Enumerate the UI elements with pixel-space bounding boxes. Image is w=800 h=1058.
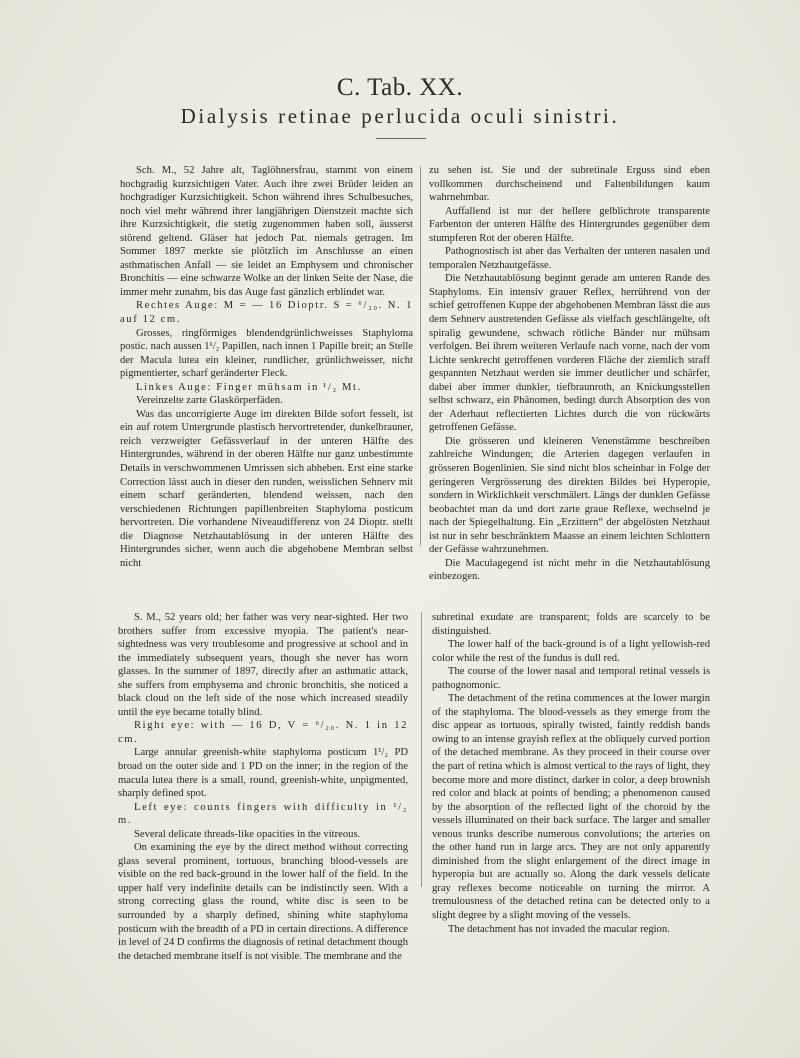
german-column-right xyxy=(429,164,710,584)
paragraph: The detachment has not invaded the macular region. xyxy=(448,923,670,935)
plate-title: C. Tab. XX. xyxy=(336,74,464,101)
paragraph: The course of the lower nasal and temporal retinal vessels is pathognomonic. xyxy=(432,666,710,691)
paragraph: S. M., 52 years old; her father was very near-sighted. Her two brothers suffer from excessive myopia. The patient's near-sightedness was very troublesome and progressive at school and in the immediately subsequent years, though she never has worn glasses. In the summer of 1897, directly after an asthmatic attack, she suffers from emphysema and chronic bronchitis, she noticed a black cloud on the left side of the nose which increased steadily until the eye became totally blind. xyxy=(118,612,408,718)
paragraph: Large annular greenish-white staphyloma posticum 1¹/₂ PD broad on the outer side and 1 PD on the inner; in the region of the macula lutea there is a small, round, greenish-white, unpigmented, sharply defined spot. xyxy=(118,747,408,800)
english-column-left xyxy=(118,611,408,963)
column-divider xyxy=(421,612,422,887)
english-column-right xyxy=(432,611,710,936)
plate-subtitle: Dialysis retinae perlucida oculi sinistri. xyxy=(180,104,620,128)
german-column-left xyxy=(120,164,413,570)
paragraph: Vereinzelte zarte Glaskörperfäden. xyxy=(136,395,283,407)
paragraph: zu sehen ist. Sie und der subretinale Erguss sind eben vollkommen durchscheinend und Faltenbildungen kaum wahrnehmbar. xyxy=(429,165,710,204)
paragraph: Auffallend ist nur der hellere gelblichrote transparente Farbenton der unteren Hälfte des Hintergrundes gegenüber dem stumpferen Rot der oberen Hälfte. xyxy=(429,205,710,244)
paragraph: Die Netzhautablösung beginnt gerade am unteren Rande des Staphyloms. Ein intensiv grauer Reflex, herrührend von der schief getroffenen Kuppe der abgehobenen Membran lässt die aus dem Sehnerv austretenden Gefässe als vielfach geschlängelte, oft spiralig gewundene, schwach rötliche Bänder nur mühsam verfolgen. Bei ihrem weiteren Verlaufe nach vorne, nach der vom Lichte senkrecht getroffenen vorderen Fläche der ziemlich straff gespannten Netzhaut werden sie immer deutlicher und schärfer, dabei aber immer dunkler, tiefbraunroth, an Knickungsstellen selbst schwarz, ein Phänomen, bedingt durch Absorption des von der Aderhaut reflectierten Lichtes durch die von rückwärts getroffenen Gefässe. xyxy=(429,273,710,434)
paragraph: Sch. M., 52 Jahre alt, Taglöhnersfrau, stammt von einem hochgradig kurzsichtigen Vater. Auch ihre zwei Brüder leiden an hochgradiger Kurzsichtigkeit. Schon während ihres Schulbesuches, noch viel mehr während ihrer langjährigen Dienstzeit machte sich ihre Kurzsichtigkeit, die stetig zugenommen haben soll, äusserst störend geltend. Gläser hat jedoch Pat. niemals getragen. Im Sommer 1897 merkte sie plötzlich im Anschlusse an einen asthmatischen Anfall — sie leidet an Emphysem und chronischer Bronchitis — eine schwarze Wolke an der linken Seite der Nase, die immer mehr zunahm, bis das Auge fast gänzlich erblindet war. xyxy=(120,165,413,298)
paragraph: On examining the eye by the direct method without correcting glass several prominent, tortuous, branching blood-vessels are visible on the red back-ground in the lower half of the field. In the upper half very indefinite details can be indistinctly seen. With a strong correcting glass the round, white disc is seen to be surrounded by a sharply defined, shining white staphyloma posticum with the breadth of a PD in certain directions. A difference in level of 24 D confirms the diagnosis of retinal detachment though the detached membrane itself is not visible. The membrane and the xyxy=(118,842,408,962)
paragraph: Was das uncorrigierte Auge im direkten Bilde sofort fesselt, ist ein auf rotem Untergrunde plastisch hervortretender, dunkelbrauner, reich verzweigter Gefässverlauf in der unteren Hälfte des Hintergrundes, während in der oberen Hälfte nur ganz unbestimmte Details in verschwommenen Umrissen sich abheben. Erst eine starke Correction lässt auch in dieser den runden, weisslichen Sehnerv mit einem scharf geränderten, blendend weissen, nach den verschiedenen Richtungen papillenbreiten Staphyloma posticum hervortreten. Die vorhandene Niveaudifferenz von 24 Dioptr. stellt die Diagnose Netzhautablösung in der unteren Hälfte des Hintergrundes sicher, wenn auch die abgehobene Membran selbst nicht xyxy=(120,408,413,569)
paragraph-right-eye: Right eye: with — 16 D, V = ⁶/₂₀. N. 1 in 12 cm. xyxy=(118,720,408,745)
paragraph: Pathognostisch ist aber das Verhalten der unteren nasalen und temporalen Netzhautgefässe. xyxy=(429,246,710,271)
title-rule xyxy=(376,138,426,139)
paragraph: Die Maculagegend ist nicht mehr in die Netzhautablösung einbezogen. xyxy=(429,557,710,583)
paragraph-left-eye: Linkes Auge: Finger mühsam in ¹/₂ Mt. xyxy=(136,381,362,393)
paragraph: The lower half of the back-ground is of a light yellowish-red color while the rest of the fundus is dull red. xyxy=(432,639,710,664)
paragraph-right-eye: Rechtes Auge: M = — 16 Dioptr. S = ⁶/₂₀. N. 1 auf 12 cm. xyxy=(120,300,413,326)
paragraph: Grosses, ringförmiges blendendgrünlichweisses Staphyloma postic. nach aussen 1¹/₂ Papillen, nach innen 1 Papille breit; an Stelle der Macula lutea ein kleiner, rundlicher, grünlichweisser, nicht pigmentierter, scharf geränderter Fleck. xyxy=(120,327,413,380)
paragraph: Die grösseren und kleineren Venenstämme beschreiben zahlreiche Windungen; die Arterien dagegen verlaufen in grösseren Bogenlinien. Sie sind nicht blos scheinbar in Folge der geringeren Vergrösserung des direkten Bildes bei Hyperopie, sondern in Wirklichkeit verschmälert. Längs der dunklen Gefässe beobachtet man da und dort zarte graue Reflexe, wechselnd je nach der Spiegelhaltung. Ein „Erzittern“ der abgelösten Netzhaut ist nur in sehr beschränktem Maasse an einem leichten Schlottern der Gefässe wahrzunehmen. xyxy=(429,435,710,556)
paragraph: Several delicate threads-like opacities in the vitreous. xyxy=(134,828,361,840)
paragraph: The detachment of the retina commences at the lower margin of the staphyloma. The blood-vessels as they emerge from the disc appear as tortuous, spirally twisted, faintly reddish bands owing to an intense grayish reflex at the obliquely curved portion of the detached membrane. As they proceed in their course over the part of retina which is almost vertical to the rays of light, they become more and more distinct, darker in color, a deep brownish red color and black at points of bending; a phenomenon caused by the absorption of the reflected light of the choroid by the vessels illuminated on their back surface. The larger and smaller venous trunks describe numerous convolutions; the arteries on the other hand run in large arcs. They are not only apparently diminished from the slight enlargement of the direct image in hyperopia but are actually so. Along the dark vessels delicate gray reflexes become noticeable on turning the mirror. A tremulousness of the detached retina can be detected only to a slight degree by a slight moving of the vessels. xyxy=(432,693,710,922)
paragraph: subretinal exudate are transparent; folds are scarcely to be distinguished. xyxy=(432,612,710,637)
column-divider xyxy=(420,166,421,546)
paragraph-left-eye: Left eye: counts fingers with difficulty in ¹/₂ m. xyxy=(118,801,408,827)
